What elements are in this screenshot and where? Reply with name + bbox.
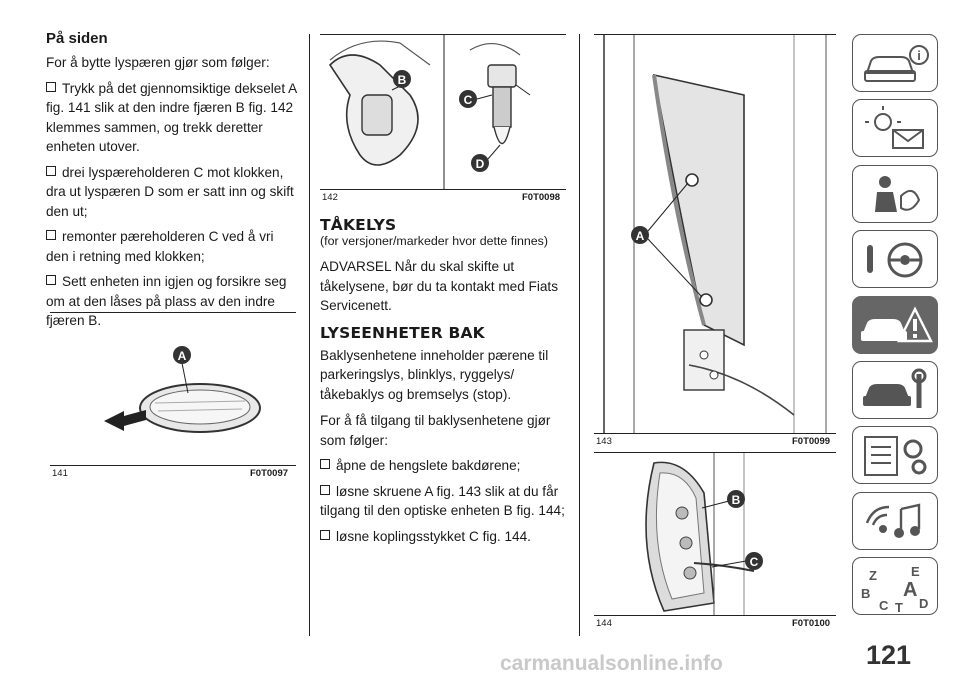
car-info-icon [853,35,939,93]
step-1: Trykk på det gjennomsiktige dekselet A fig. 141 slik at den indre fjæren B fig. 142 klemmes sammen, og trekk deretter enheten utover. [46,80,297,154]
fog-lights-warning: ADVARSEL Når du skal skifte ut tåkelysene, bør du ta kontakt med Fiats Servicenett. [320,259,559,313]
figure-143-number: 143 [596,436,612,447]
label-b: B [731,493,741,507]
figure-144 [594,452,836,616]
checkbox-icon [320,459,330,469]
svg-text:i: i [917,48,921,63]
tab-index[interactable] [852,557,938,615]
svg-text:C: C [879,598,889,614]
tab-car-info[interactable] [852,34,938,92]
figure-144-number: 144 [596,618,612,629]
label-a: A [177,349,187,363]
rear-lights-heading: LYSEENHETER BAK [320,323,485,342]
column-1 [46,30,298,331]
tab-multimedia[interactable] [852,492,938,550]
figure-142-code: F0T0098 [522,192,561,203]
technical-data-icon [853,427,939,485]
figure-143-code: F0T0099 [792,436,831,447]
figure-142-number: 142 [322,192,338,203]
fog-lights-subtitle: (for versjoner/markeder hvor dette finnes) [320,234,548,248]
column-divider [579,34,580,636]
figure-143 [594,34,836,434]
checkbox-icon [46,166,56,176]
rear-door-illustration [594,35,836,433]
rear-step-2: løsne skruene A fig. 143 slik at du får tilgang til den optiske enheten B fig. 144; [320,483,565,518]
svg-text:Z: Z [869,568,877,584]
figure-144-code: F0T0100 [792,618,831,629]
svg-text:A: A [903,579,918,602]
checkbox-icon [320,530,330,540]
checkbox-icon [46,275,56,285]
intro-text: For å bytte lyspæren gjør som følger: [46,55,270,70]
checkbox-icon [320,485,330,495]
rear-light-unit-illustration [594,453,836,615]
figure-141-number: 141 [52,468,68,479]
label-b: B [397,73,407,87]
column-2 [320,216,568,546]
tab-warning-lights[interactable] [852,99,938,157]
fog-lights-heading: TÅKELYS [320,216,397,234]
checkbox-icon [46,82,56,92]
tab-emergency[interactable] [852,296,938,354]
svg-text:B: B [861,586,871,602]
label-d: D [475,157,485,171]
column-divider [309,34,310,636]
figure-141 [50,312,296,466]
page-number: 121 [866,640,912,670]
label-c: C [463,93,473,107]
label-a: A [635,229,645,243]
rear-step-3: løsne koplingsstykket C fig. 144. [320,527,568,547]
rear-lights-intro: For å få tilgang til baklysenhetene gjør som følger: [320,413,551,448]
figure-141-code: F0T0097 [250,468,289,479]
step-3: remonter pæreholderen C ved å vri den i retning med klokken; [46,229,274,264]
side-lamp-illustration [50,313,296,465]
step-2: drei lyspæreholderen C mot klokken, dra ut lyspæren D som er satt inn og skift den ut; [46,164,294,219]
label-c: C [749,555,759,569]
emergency-icon [853,297,939,355]
rear-lights-text: Baklysenhetene inneholder pærene til parkeringslys, blinklys, ryggelys/ tåkebaklys og bremselys (stop). [320,347,549,402]
tab-maintenance[interactable] [852,361,938,419]
svg-text:T: T [895,600,903,616]
watermark: carmanualsonline.info [500,652,723,675]
maintenance-icon [853,362,939,420]
checkbox-icon [46,230,56,240]
svg-text:E: E [911,564,920,580]
step-4: Sett enheten inn igjen og forsikre seg om at den låses på plass av den indre fjæren B. [46,274,287,328]
tab-driving[interactable] [852,230,938,288]
warning-lights-icon [853,100,939,158]
figure-142 [320,34,566,190]
index-icon [853,558,939,616]
safety-icon [853,166,939,224]
multimedia-icon [853,493,939,551]
section-heading-side: På siden [46,30,108,47]
svg-text:D: D [919,596,929,612]
driving-icon [853,231,939,289]
chapter-tabs [852,34,938,623]
bulb-holder-illustration [320,35,566,189]
rear-step-1: åpne de hengslete bakdørene; [320,456,568,476]
tab-technical-data[interactable] [852,426,938,484]
tab-safety[interactable] [852,165,938,223]
